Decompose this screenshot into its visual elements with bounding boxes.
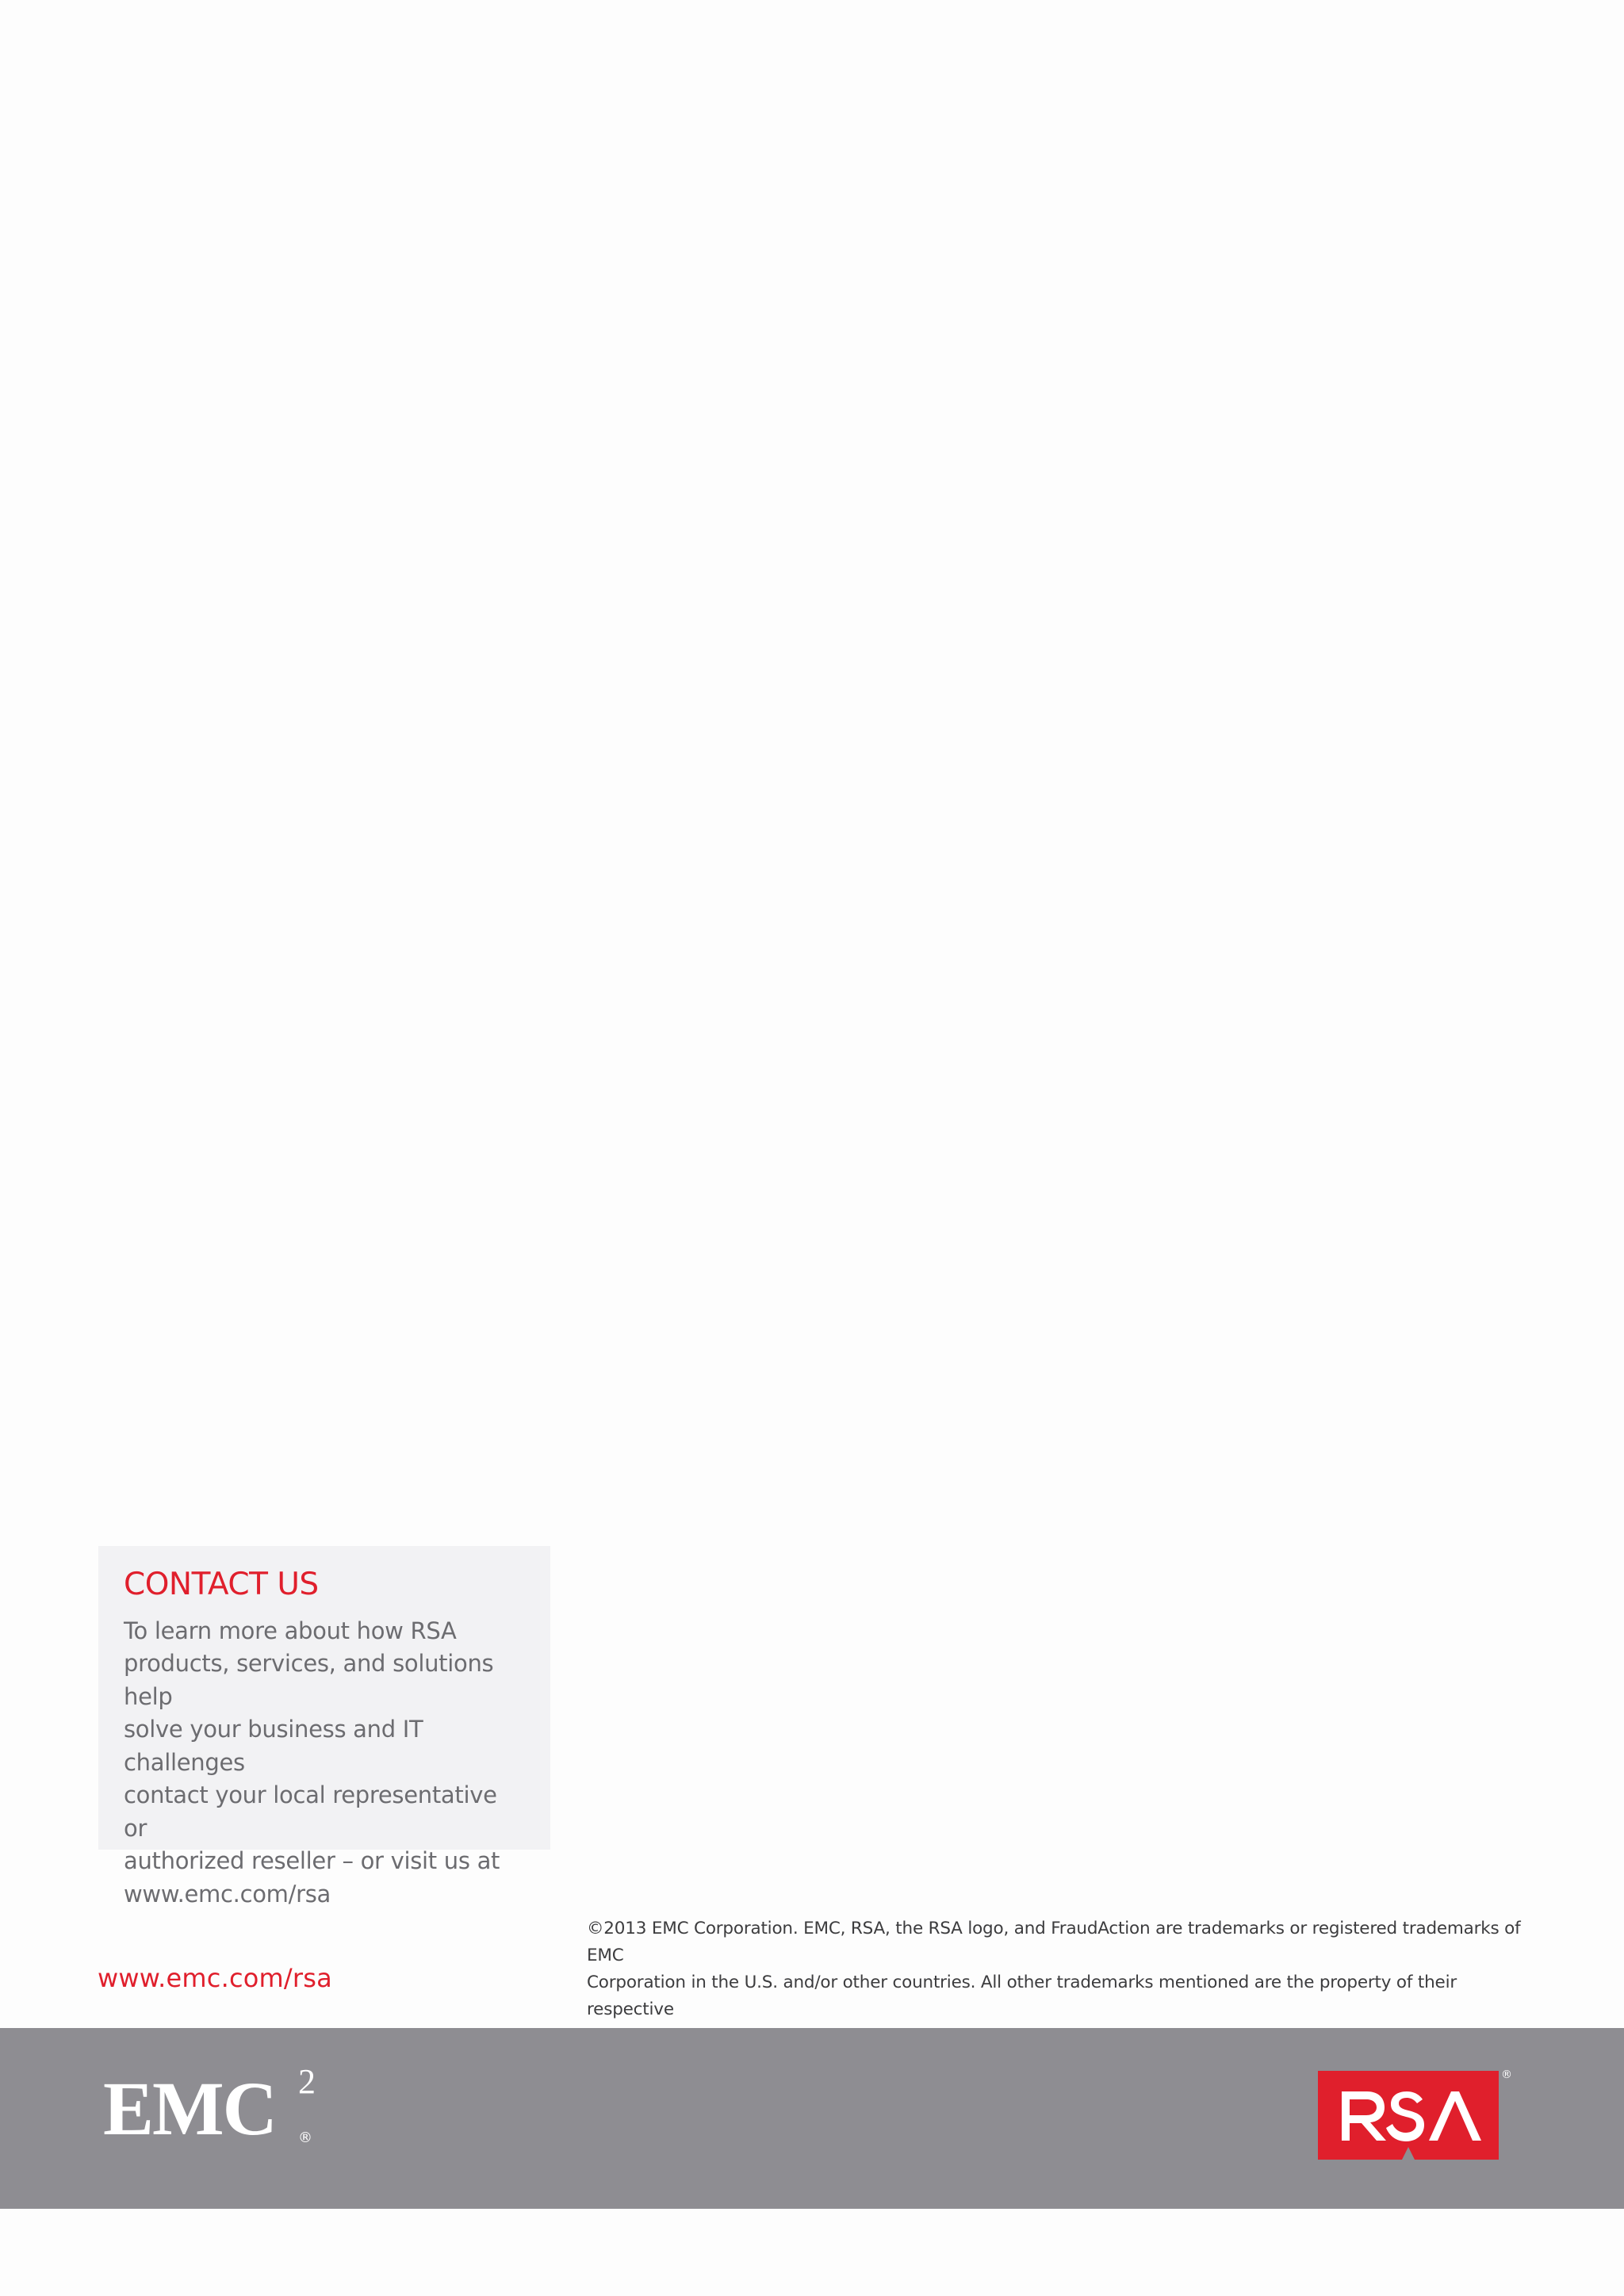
rsa-logo — [1318, 2071, 1499, 2160]
emc-logo-superscript: 2 — [298, 2062, 314, 2101]
contact-body: To learn more about how RSA products, services, and solutions help solve your business and IT challenges contact your local representative or authorized reseller – or visit us at www.emc.com/rsa — [124, 1617, 500, 1908]
contact-box — [98, 1546, 550, 1908]
emc-logo — [103, 2062, 314, 2151]
legal-notice: ©2013 EMC Corporation. EMC, RSA, the RSA logo, and FraudAction are trademarks or registered trademarks of EMC Corporation in the U.S. and/or other countries. All other trademarks mentioned are the property of their respective — [587, 1919, 1521, 2019]
footer-url-link[interactable]: www.emc.com/rsa — [98, 1963, 332, 1993]
contact-heading: CONTACT US — [124, 1567, 319, 1602]
rsa-registered-mark: ® — [1501, 2068, 1512, 2081]
emc-logo-text: EMC — [103, 2066, 276, 2151]
emc-registered-mark: ® — [298, 2130, 311, 2146]
